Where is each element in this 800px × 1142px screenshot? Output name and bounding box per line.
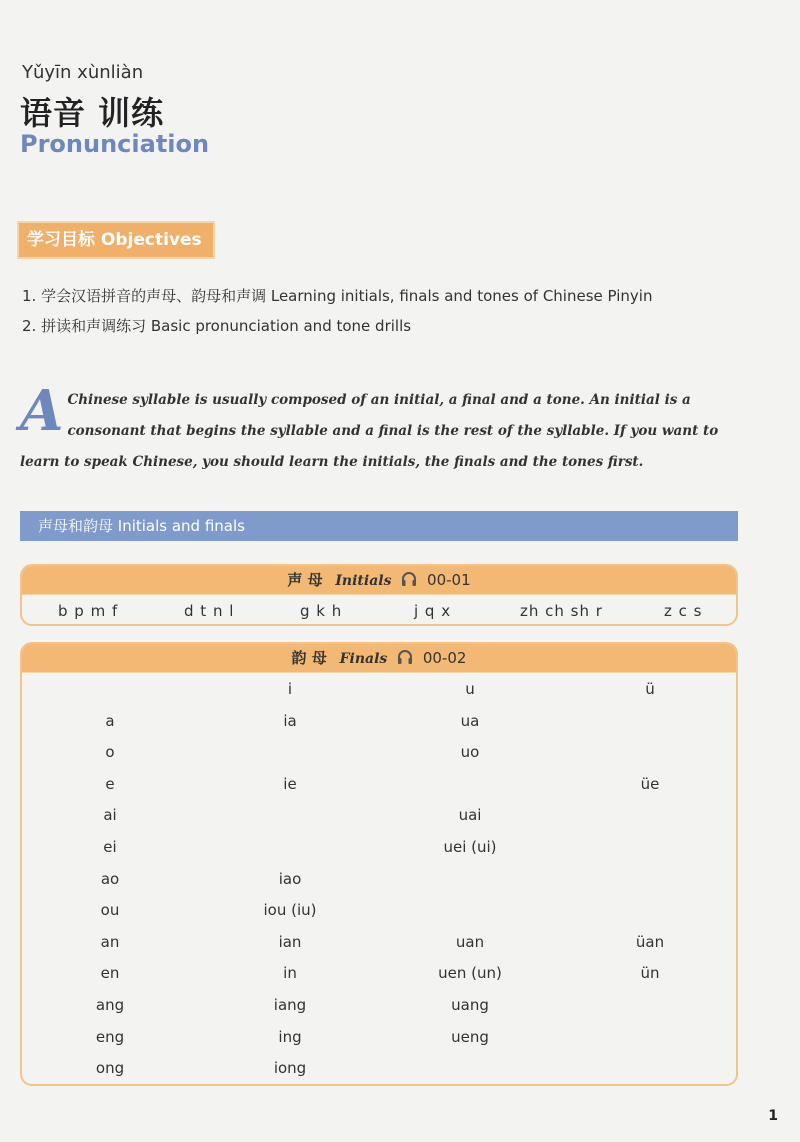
final-cell: uei (ui) — [443, 838, 497, 856]
initials-box — [20, 564, 738, 626]
initials-header — [22, 566, 736, 595]
final-cell: ou — [100, 901, 120, 920]
objective-item-1: 1. 学会汉语拼音的声母、韵母和声调 Learning initials, finals and tones of Chinese Pinyin — [22, 287, 653, 305]
final-cell: ueng — [451, 1027, 489, 1046]
final-cell: ong — [95, 1059, 125, 1078]
final-cell: in — [283, 964, 297, 983]
final-cell: iang — [273, 996, 307, 1014]
final-cell: ei — [103, 838, 117, 856]
initials-group: j q x — [414, 602, 452, 620]
initials-group: zh ch sh r — [520, 602, 603, 620]
page-number: 1 — [768, 1108, 778, 1124]
intro-text: Chinese syllable is usually composed of an initial, a final and a tone. An initial is a consonant that begins the syllable and a final is the rest of the syllable. If you want to learn to speak Chinese, you should learn the initials, the finals and the tones first. — [20, 392, 719, 470]
finals-zh-label: 韵 母 — [291, 649, 327, 667]
final-cell: iong — [273, 1059, 307, 1078]
final-cell: an — [100, 932, 120, 951]
final-cell: iou (iu) — [263, 901, 317, 920]
finals-box — [20, 642, 738, 1086]
final-cell: eng — [95, 1027, 125, 1046]
final-cell: ia — [283, 711, 297, 730]
final-cell: iao — [278, 869, 302, 888]
initials-en-label: Initials — [335, 573, 392, 589]
final-cell: i — [287, 680, 293, 698]
final-cell: üan — [635, 932, 665, 951]
final-cell: a — [105, 711, 115, 730]
english-title: Pronunciation — [20, 130, 210, 158]
initials-group: d t n l — [184, 602, 235, 620]
final-cell: ü — [645, 680, 655, 698]
initials-group: b p m f — [58, 602, 119, 620]
headphones-icon[interactable] — [400, 569, 418, 597]
final-cell: ün — [640, 964, 660, 983]
final-cell: en — [100, 964, 120, 983]
drop-cap: A — [20, 378, 64, 444]
final-cell: üe — [640, 774, 660, 793]
final-cell: o — [105, 743, 115, 762]
intro-paragraph — [20, 378, 740, 478]
headphones-icon[interactable] — [396, 647, 414, 675]
final-cell: ua — [460, 711, 480, 730]
final-cell: uen (un) — [438, 964, 502, 983]
initials-group: g k h — [300, 602, 343, 620]
chinese-title: 语音 训练 — [20, 94, 165, 132]
final-cell: uan — [455, 932, 485, 951]
initials-zh-label: 声 母 — [287, 571, 323, 589]
final-cell: u — [465, 680, 475, 698]
final-cell: ian — [278, 932, 302, 951]
final-cell: ang — [95, 996, 125, 1014]
final-cell: ing — [278, 1027, 302, 1046]
final-cell: uai — [458, 806, 482, 825]
final-cell: ai — [103, 806, 117, 825]
finals-track: 00-02 — [422, 649, 467, 667]
final-cell: uo — [460, 743, 480, 762]
initials-track: 00-01 — [427, 571, 471, 589]
pinyin-title: Yǔyīn xùnliàn — [22, 62, 144, 83]
initials-group: z c s — [664, 602, 703, 620]
final-cell: ao — [100, 869, 120, 888]
final-cell: ie — [283, 774, 297, 793]
finals-en-label: Finals — [339, 651, 388, 667]
finals-header — [22, 644, 736, 673]
section-title-bar: 声母和韵母 Initials and finals — [20, 511, 738, 541]
final-cell: e — [105, 774, 115, 793]
objectives-tag: 学习目标 Objectives — [19, 223, 213, 257]
objective-item-2: 2. 拼读和声调练习 Basic pronunciation and tone drills — [22, 317, 412, 335]
final-cell: uang — [451, 996, 489, 1014]
